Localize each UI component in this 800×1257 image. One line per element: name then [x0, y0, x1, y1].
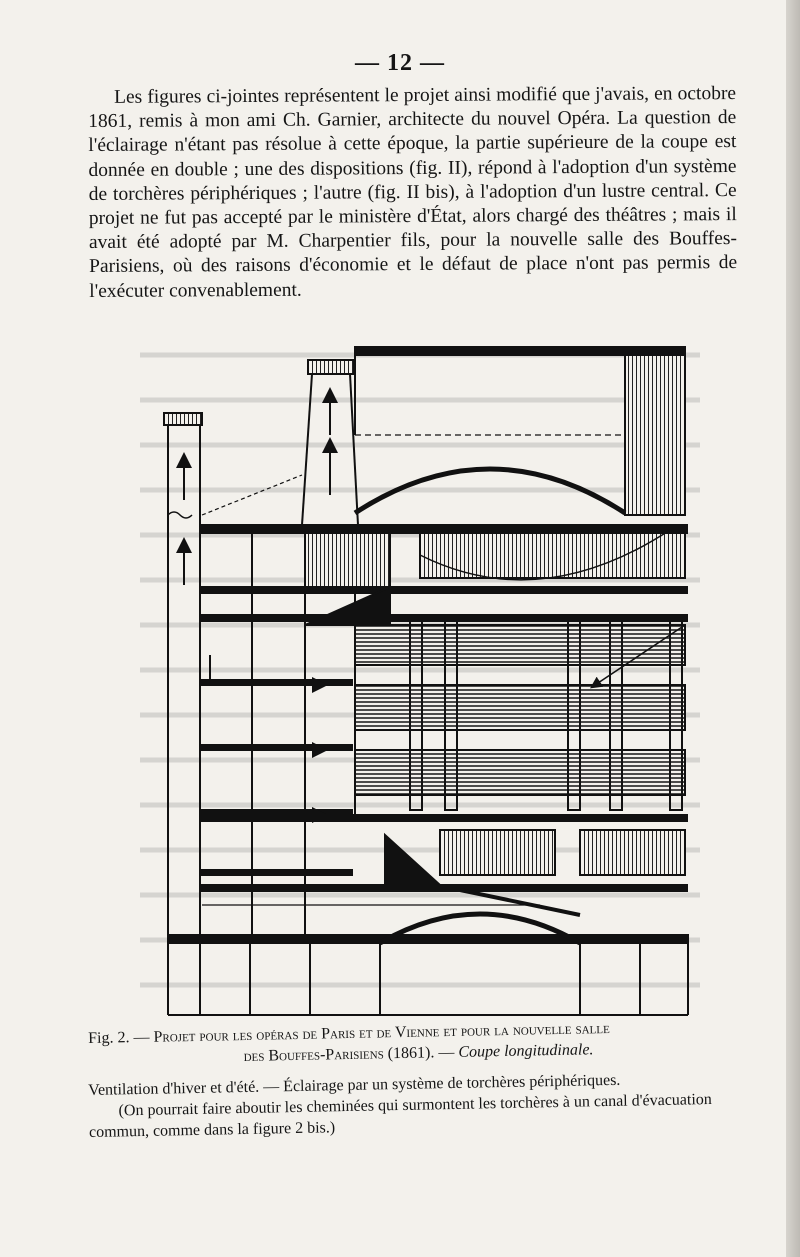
- figure-longitudinal-section: [140, 325, 700, 1025]
- fig-label: Fig. 2. —: [88, 1028, 150, 1047]
- note-line-2: (On pourrait faire aboutir les cheminées qui surmontent les torchères à un canal d'évacuation commun, comme dans la figure 2 bis.): [88, 1091, 712, 1141]
- section-drawing: [140, 325, 700, 1025]
- body-paragraph-block: [88, 82, 737, 304]
- center-chimney: [202, 360, 358, 538]
- caption-title-2: des Bouffes-Parisiens (1861).: [243, 1044, 435, 1066]
- page-number: — 12 —: [355, 50, 445, 76]
- upper-floor: [202, 525, 687, 625]
- note-line-1: Ventilation d'hiver et d'été. — Éclairage par un système de torchères périphériques.: [88, 1071, 621, 1099]
- body-paragraph: Les figures ci-jointes représentent le projet ainsi modifié que j'avais, en octobre 1861, remis à mon ami Ch. Garnier, architecte du nouvel Opéra. La question de l'éclairage n'étant pas résolue à cette époque, la partie supérieure de la coupe est donnée en double ; une des dispositions (fig. II), répond à l'adoption d'un système de torchères périphériques ; l'autre (fig. II bis), à l'adoption d'un lustre central. Ce projet ne fut pas accepté par le ministère d'État, alors chargé des théâtres ; mais il avait été adopté par M. Charpentier fils, pour la nouvelle salle des Bouffes-Parisiens, où des raisons d'économie et le défaut de place n'ont pas permis de l'exécuter convenablement.: [88, 83, 738, 302]
- figure-notes: [88, 1067, 749, 1143]
- page-edge-shadow: [786, 0, 800, 1257]
- caption-subtitle: Coupe longitudinale.: [458, 1041, 594, 1061]
- caption-title-1: Projet pour les opéras de Paris et de Vienne et pour la nouvelle salle: [153, 1019, 610, 1046]
- caption-dash: —: [438, 1043, 455, 1062]
